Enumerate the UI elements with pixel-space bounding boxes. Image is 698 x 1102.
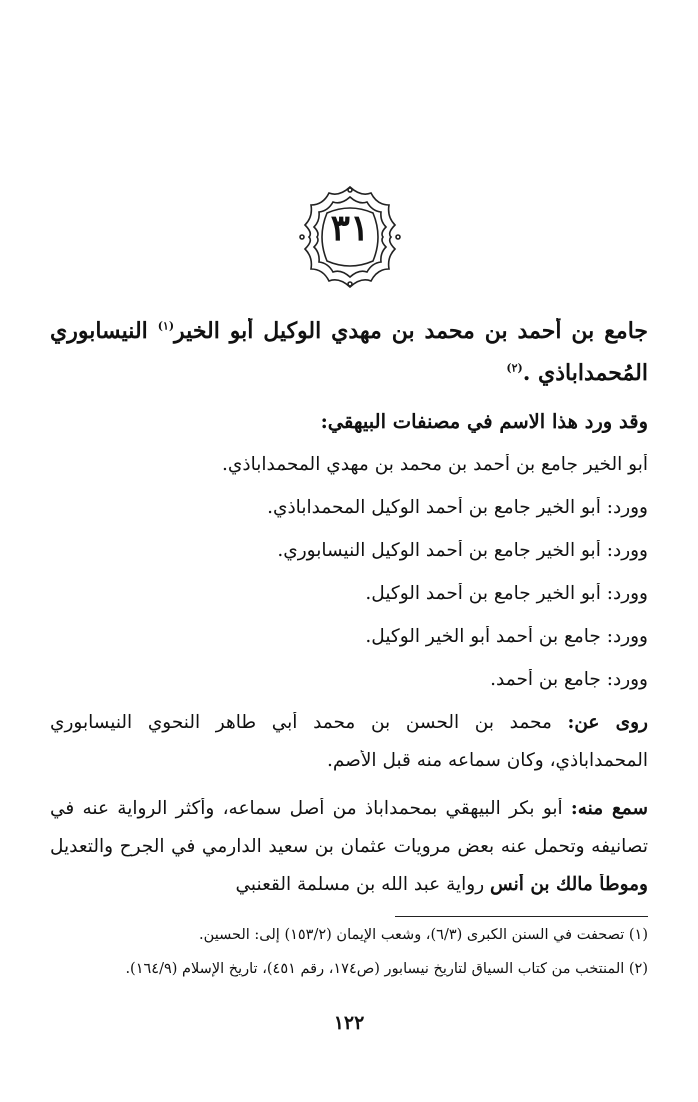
footnote-2: (٢) المنتخب من كتاب السياق لتاريخ نيسابور (ص١٧٤، رقم ٤٥١)، تاريخ الإسلام (١٦٤/٩). bbox=[125, 961, 648, 977]
footnote-ref-1[interactable]: (١) bbox=[157, 319, 175, 333]
heard-from-text: أبو بكر البيهقي بمحمداباذ من أصل سماعه، وأكثر الرواية عنه في bbox=[50, 798, 571, 819]
entry-title-line-2 bbox=[50, 360, 648, 386]
variants-heading: وقد ورد هذا الاسم في مصنفات البيهقي: bbox=[320, 410, 648, 433]
narrated-from-label: روى عن: bbox=[567, 712, 648, 733]
page-number: ١٢٢ bbox=[333, 1012, 365, 1034]
title-text-part-2: النيسابوري bbox=[50, 318, 158, 344]
narrated-from-text: محمد بن الحسن بن محمد أبي طاهر النحوي النيسابوري bbox=[50, 712, 568, 733]
variant-line: وورد: أبو الخير جامع بن أحمد الوكيل النيسابوري. bbox=[277, 540, 648, 561]
variant-line: أبو الخير جامع بن أحمد بن محمد بن مهدي المحمداباذي. bbox=[221, 454, 648, 475]
variant-line: وورد: أبو الخير جامع بن أحمد الوكيل المحمداباذي. bbox=[267, 497, 648, 518]
variant-line: وورد: جامع بن أحمد. bbox=[490, 669, 648, 690]
title-text-part-3: المُحمداباذي . bbox=[522, 360, 648, 386]
narrated-from-line-1 bbox=[50, 712, 648, 733]
heard-from-line-2: تصانيفه وتحمل عنه بعض مرويات عثمان بن سعيد الدارمي في الجرح والتعديل bbox=[50, 836, 648, 857]
muwatta-title: وموطأ مالك بن أنس bbox=[490, 874, 648, 895]
variant-line: وورد: جامع بن أحمد أبو الخير الوكيل. bbox=[365, 626, 648, 647]
title-text-part-1: جامع بن أحمد بن محمد بن مهدي الوكيل أبو الخير bbox=[174, 318, 648, 344]
heard-from-text-3: رواية عبد الله بن مسلمة القعنبي bbox=[235, 874, 491, 895]
heard-from-line-1 bbox=[50, 798, 648, 819]
heard-from-label: سمع منه: bbox=[570, 798, 648, 819]
footnote-divider bbox=[395, 916, 648, 917]
variant-line: وورد: أبو الخير جامع بن أحمد الوكيل. bbox=[365, 583, 648, 604]
entry-number: ٣١ bbox=[330, 207, 370, 249]
heard-from-line-3 bbox=[50, 874, 648, 895]
footnote-ref-2[interactable]: (٢) bbox=[506, 361, 523, 375]
narrated-from-line-2: المحمداباذي، وكان سماعه منه قبل الأصم. bbox=[326, 750, 648, 771]
footnote-1: (١) تصحفت في السنن الكبرى (٦/٣)، وشعب الإيمان (١٥٣/٢) إلى: الحسين. bbox=[199, 927, 648, 943]
entry-title-line-1 bbox=[50, 318, 648, 344]
